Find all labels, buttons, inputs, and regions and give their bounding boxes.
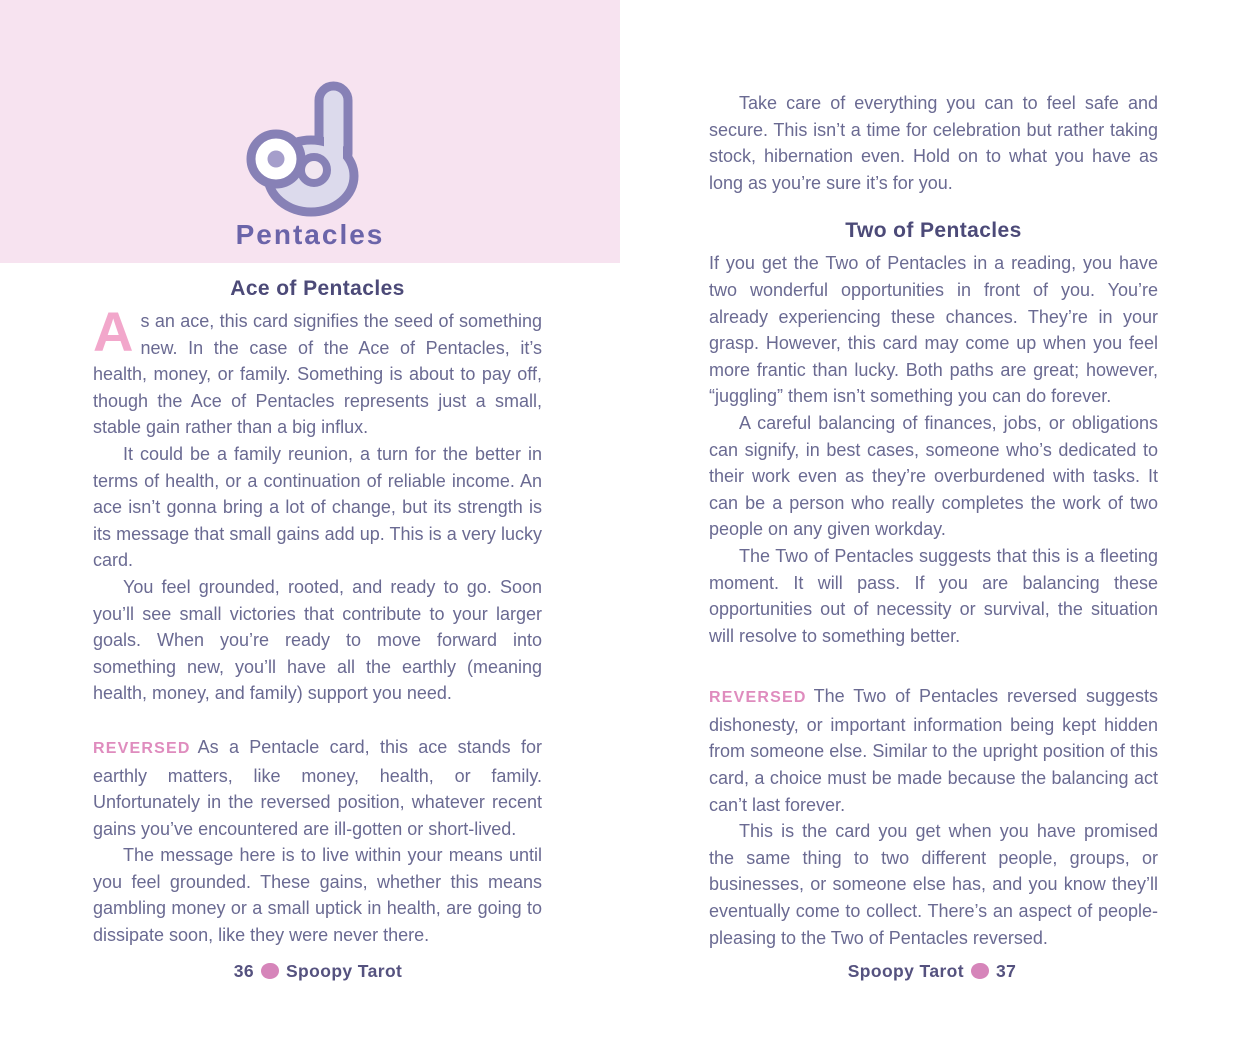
paragraph-text: s an ace, this card signifies the seed of something new. In the case of the Ace of Pentacles, it’s health, money, or family. Something is about to pay off, though the Ace of Pentacles represents just a small, stable gain rather than a big influx. bbox=[93, 311, 542, 438]
paragraph: It could be a family reunion, a turn for the better in terms of health, or a continuation of reliable income. An ace isn’t gonna bring a lot of change, but its strength is its message that small gains add up. This is a very lucky card. bbox=[93, 443, 542, 571]
reversed-label: REVERSED bbox=[709, 689, 807, 707]
right-page-footer bbox=[630, 959, 1234, 983]
book-title: Spoopy Tarot bbox=[285, 960, 403, 981]
section-title: Pentacles bbox=[235, 219, 385, 250]
right-page-text-column bbox=[709, 90, 1158, 951]
paragraph: The message here is to live within your means until you feel grounded. These gains, whether this means gambling money or a small uptick in health, are going to dissipate soon, like they were never there. bbox=[93, 845, 542, 946]
card-heading-two-of-pentacles: Two of Pentacles bbox=[845, 219, 1022, 243]
paragraph: Take care of everything you can to feel safe and secure. This isn’t a time for celebration but rather taking stock, hibernation even. Hold on to what you have as long as you’re sure it’s for you. bbox=[709, 93, 1158, 193]
reversed-paragraph bbox=[709, 683, 1158, 818]
reversed-paragraph bbox=[93, 734, 542, 842]
paragraph: You feel grounded, rooted, and ready to go. Soon you’ll see small victories that contribute to your larger goals. When you’re ready to move forward into something new, you’ll have all the earthly (meaning health, money, and family) support you need. bbox=[93, 576, 542, 704]
page-number: 37 bbox=[996, 960, 1017, 981]
reversed-label: REVERSED bbox=[93, 739, 191, 757]
left-page-footer bbox=[0, 959, 636, 983]
paragraph bbox=[93, 300, 542, 441]
paragraph: The Two of Pentacles suggests that this is a fleeting moment. It will pass. If you are balancing these opportunities out of necessity or survival, the situation will resolve to something better. bbox=[709, 545, 1158, 646]
paragraph: This is the card you get when you have promised the same thing to two different people, groups, or businesses, or someone else has, and you know they’ll eventually come to collect. There’s an aspect of people-pleasing to the Two of Pentacles reversed. bbox=[709, 821, 1158, 948]
pentacles-section-banner bbox=[0, 0, 620, 263]
paragraph: A careful balancing of finances, jobs, or obligations can signify, in best cases, someone who’s dedicated to their work even as they’re overburdened with tasks. It can be a person who really completes the work of two people on any given workday. bbox=[709, 412, 1158, 540]
ok-hand-coin-icon bbox=[0, 80, 620, 218]
page-number: 36 bbox=[233, 960, 254, 981]
paragraph-text: As a Pentacle card, this ace stands for earthly matters, like money, health, or family. Unfortunately in the reversed position, whatever recent gains you’ve encountered are ill-gotten or short-lived. bbox=[93, 736, 542, 839]
card-heading-ace-of-pentacles: Ace of Pentacles bbox=[230, 277, 405, 300]
left-page-text-column bbox=[93, 277, 542, 949]
pentacle-blob-icon bbox=[261, 963, 279, 979]
pentacle-blob-icon bbox=[971, 963, 989, 979]
drop-cap: A bbox=[93, 300, 134, 363]
book-title: Spoopy Tarot bbox=[847, 960, 964, 981]
paragraph: If you get the Two of Pentacles in a reading, you have two wonderful opportunities in front of you. You’re already experiencing these chances. They’re in your grasp. However, this card may come up when you feel more frantic than lucky. Both paths are great; however, “juggling” them isn’t something you can do forever. bbox=[709, 253, 1158, 407]
paragraph-text: The Two of Pentacles reversed suggests dishonesty, or important information being kept hidden from someone else. Similar to the upright position of this card, a choice must be made because the balancing act can’t last forever. bbox=[709, 686, 1158, 815]
